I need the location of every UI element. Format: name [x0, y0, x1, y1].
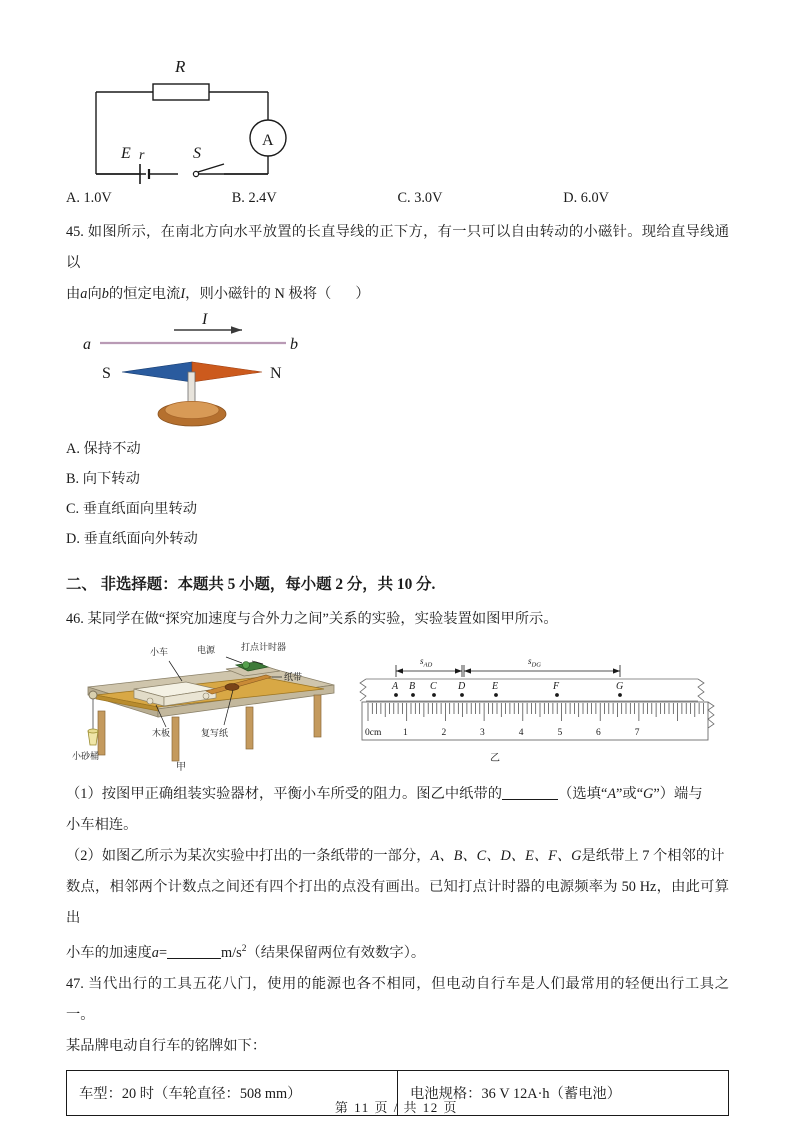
ruler-tick-2: 2: [441, 728, 447, 738]
needle-north-half: [192, 362, 262, 382]
q44-option-c-text: 3.0V: [414, 190, 443, 206]
table-leg-2: [172, 717, 179, 761]
q45-stem-line2-close: ）: [355, 286, 370, 302]
q45-option-a-text: 保持不动: [83, 441, 141, 457]
current-label: I: [202, 311, 208, 328]
cart-wheel-1: [147, 698, 153, 704]
sad-arrow-right: [455, 668, 462, 673]
emf-label: E: [121, 145, 131, 162]
q45-option-d-text: 垂直纸面向外转动: [83, 531, 198, 547]
spec-model-cell: 车型：20 时（车轮直径：508 mm）: [67, 1070, 398, 1115]
caption-jia: 甲: [176, 762, 186, 773]
point-label-c: C: [430, 681, 437, 692]
q46-part2-unit: m/s: [221, 944, 242, 961]
label-cart: 小车: [150, 647, 169, 657]
q46-stem-text: 某同学在做“探究加速度与合外力之间”关系的实验，实验装置如图甲所示。: [87, 611, 558, 627]
ruler-tick-6: 6: [596, 728, 601, 738]
section-two-heading: 二、 非选择题：本题共 5 小题，每小题 2 分，共 10 分.: [66, 576, 436, 593]
q46-part2: [66, 841, 729, 969]
point-label-f: F: [553, 681, 560, 692]
sdg-arrow-right: [613, 668, 620, 673]
q46-part1-pre: （1）按图甲正确组装实验器材，平衡小车所受的阻力。图乙中纸带的: [66, 786, 503, 802]
switch-blade: [198, 164, 224, 172]
q45-number: 45.: [66, 224, 84, 240]
timer-knob: [243, 662, 250, 669]
needle-south-label: S: [102, 365, 111, 382]
q45-options: [66, 434, 729, 554]
table-leg-1: [98, 711, 105, 755]
q46-part1-option-g: G: [643, 786, 654, 802]
q44-option-a-text: 1.0V: [83, 190, 112, 206]
resistor-symbol: [153, 84, 209, 100]
q44-option-d-text: 6.0V: [580, 190, 609, 206]
compass-needle-figure: [74, 310, 729, 432]
sad-label: $s_{AD}$: [420, 656, 433, 669]
q45-stem-line2-end: ，则小磁针的 N 极将（: [185, 286, 332, 302]
needle-north-label: N: [270, 365, 282, 382]
spec-battery-cell: 电池规格：36 V 12A·h（蓄电池）: [398, 1070, 729, 1115]
q44-option-c: [398, 190, 564, 207]
point-label-g: G: [616, 681, 624, 692]
ruler-right-tear: [708, 702, 714, 728]
point-label-e: E: [492, 681, 499, 692]
q45-option-b: [66, 464, 729, 494]
point-dot-c: [432, 693, 436, 697]
q45-option-b-text: 向下转动: [82, 471, 140, 487]
point-dot-b: [411, 693, 415, 697]
q46-part1-or: ”或“: [616, 786, 644, 802]
q45-option-c: [66, 494, 729, 524]
q44-option-d: [563, 190, 729, 207]
label-tape: 纸带: [284, 672, 303, 682]
q44-option-c-letter: C.: [397, 190, 411, 206]
q45-option-d-letter: D.: [66, 531, 80, 547]
caption-yi: 乙: [490, 753, 500, 764]
tape-left-tear: [360, 679, 366, 701]
q45-stem-line1: 如图所示，在南北方向水平放置的长直导线的正下方，有一只可以自由转动的小磁针。现给直导线通以: [66, 224, 729, 271]
q46-part1: [66, 779, 729, 841]
page-footer: 第 11 页 / 共 12 页: [334, 1100, 459, 1115]
compass-base-inner: [165, 401, 219, 418]
point-label-b: B: [409, 681, 416, 692]
q46-part2-pre: （2）如图乙所示为某次实验中打出的一条纸带的一部分，: [66, 848, 431, 864]
tape-right-tear: [698, 679, 704, 701]
q44-option-b-text: 2.4V: [248, 190, 277, 206]
q44-option-b-letter: B.: [231, 190, 245, 206]
q46-part1-option-a: A: [607, 786, 617, 802]
current-arrow-head: [231, 326, 242, 334]
q47-stem-line1: 当代出行的工具五花八门，使用的能源也各不相同，但电动自行车是人们最常用的轻便出行工具之一。: [66, 975, 729, 1023]
sdg-label: $s_{DG}$: [528, 656, 542, 669]
q44-options: [66, 190, 729, 207]
sad-arrow-left: [396, 668, 403, 673]
q46-part2-line3-post: （结果保留两位有效数字）。: [246, 944, 426, 961]
q45-option-c-letter: C.: [66, 501, 80, 517]
carbon-paper: [225, 684, 239, 691]
q46-part2-line2: 数点，相邻两个计数点之间还有四个打出的点没有画出。已知打点计时器的电源频率为 50 Hz，由此可算出: [66, 879, 729, 926]
q46-part2-mid: 是纸带上 7 个相邻的计: [581, 848, 725, 864]
q45-option-b-letter: B.: [66, 471, 80, 487]
leader-power: [226, 657, 242, 663]
point-label-d: D: [458, 681, 466, 692]
q45-option-a-letter: A.: [66, 441, 80, 457]
q45-stem-line2-mid: 向: [87, 286, 102, 302]
point-dot-d: [460, 693, 464, 697]
q44-option-a-letter: A.: [66, 190, 80, 206]
q45-stem: [66, 217, 729, 310]
label-carbon-paper: 复写纸: [201, 728, 229, 738]
ruler-tick-7: 7: [634, 728, 640, 738]
wire-right-label: b: [290, 336, 298, 353]
q44-option-d-letter: D.: [563, 190, 578, 206]
point-dot-e: [494, 693, 498, 697]
wire-left-label: a: [83, 336, 91, 353]
q46-part1-line2: 小车相连。: [66, 817, 138, 833]
q46-part1-blank[interactable]: [502, 785, 558, 800]
ruler-tick-1: 1: [403, 728, 408, 738]
point-dot-f: [555, 693, 559, 697]
q47-stem: [66, 969, 729, 1062]
q45-current-symbol: I: [180, 286, 186, 302]
page-content: [66, 46, 729, 1116]
q46-number: 46.: [66, 611, 84, 627]
q45-point-a: a: [80, 286, 88, 302]
label-sand-bucket: 小砂桶: [72, 751, 100, 761]
table-leg-3: [246, 707, 253, 749]
q44-option-b: [232, 190, 398, 207]
point-dot-a: [394, 693, 398, 697]
q46-part2-blank[interactable]: [167, 944, 221, 959]
cart-wheel-2: [203, 693, 209, 699]
ruler-origin-label: 0cm: [365, 728, 382, 738]
q46-part2-points: A、B、C、D、E、F、G: [430, 848, 582, 864]
sdg-arrow-left: [464, 668, 471, 673]
point-dot-g: [618, 693, 622, 697]
q46-part2-accel-symbol: a: [151, 944, 159, 961]
ammeter-label: A: [262, 132, 274, 149]
ruler-tick-3: 3: [480, 728, 485, 738]
label-power: 电源: [197, 645, 216, 655]
label-board: 木板: [152, 728, 171, 738]
circuit-diagram-figure: [78, 46, 729, 188]
switch-label: S: [193, 145, 201, 162]
q46-part2-line3-pre: 小车的加速度: [66, 944, 152, 961]
point-label-a: A: [392, 681, 399, 692]
q45-option-a: [66, 434, 729, 464]
switch-pivot: [193, 171, 198, 176]
ruler-tick-5: 5: [557, 728, 563, 738]
q47-number: 47.: [66, 975, 84, 992]
q45-stem-line2-post: 的恒定电流: [108, 286, 181, 302]
label-timer: 打点计时器: [241, 642, 287, 652]
internal-resistance-label: r: [139, 148, 145, 163]
table-leg-4: [314, 695, 321, 737]
q46-stem: [66, 604, 729, 635]
q45-point-b: b: [101, 286, 109, 302]
q46-figures: [66, 639, 729, 775]
needle-south-half: [122, 362, 192, 382]
q45-option-c-text: 垂直纸面向里转动: [82, 501, 198, 517]
q45-stem-line2-pre: 由: [66, 286, 81, 302]
q46-part1-post-a: （选填“: [558, 786, 608, 802]
sand-bucket-rim: [88, 729, 98, 733]
q45-option-d: [66, 524, 729, 554]
q47-stem-line2: 某品牌电动自行车的铭牌如下：: [66, 1037, 267, 1054]
pulley: [89, 691, 97, 699]
q46-part1-post-b: ”）端与: [653, 786, 703, 802]
q46-part2-unit-exponent: 2: [241, 944, 247, 954]
resistor-label: R: [175, 57, 186, 76]
q44-option-a: [66, 190, 232, 207]
q46-part2-equals: =: [158, 944, 168, 961]
ruler-tick-4: 4: [518, 728, 524, 738]
